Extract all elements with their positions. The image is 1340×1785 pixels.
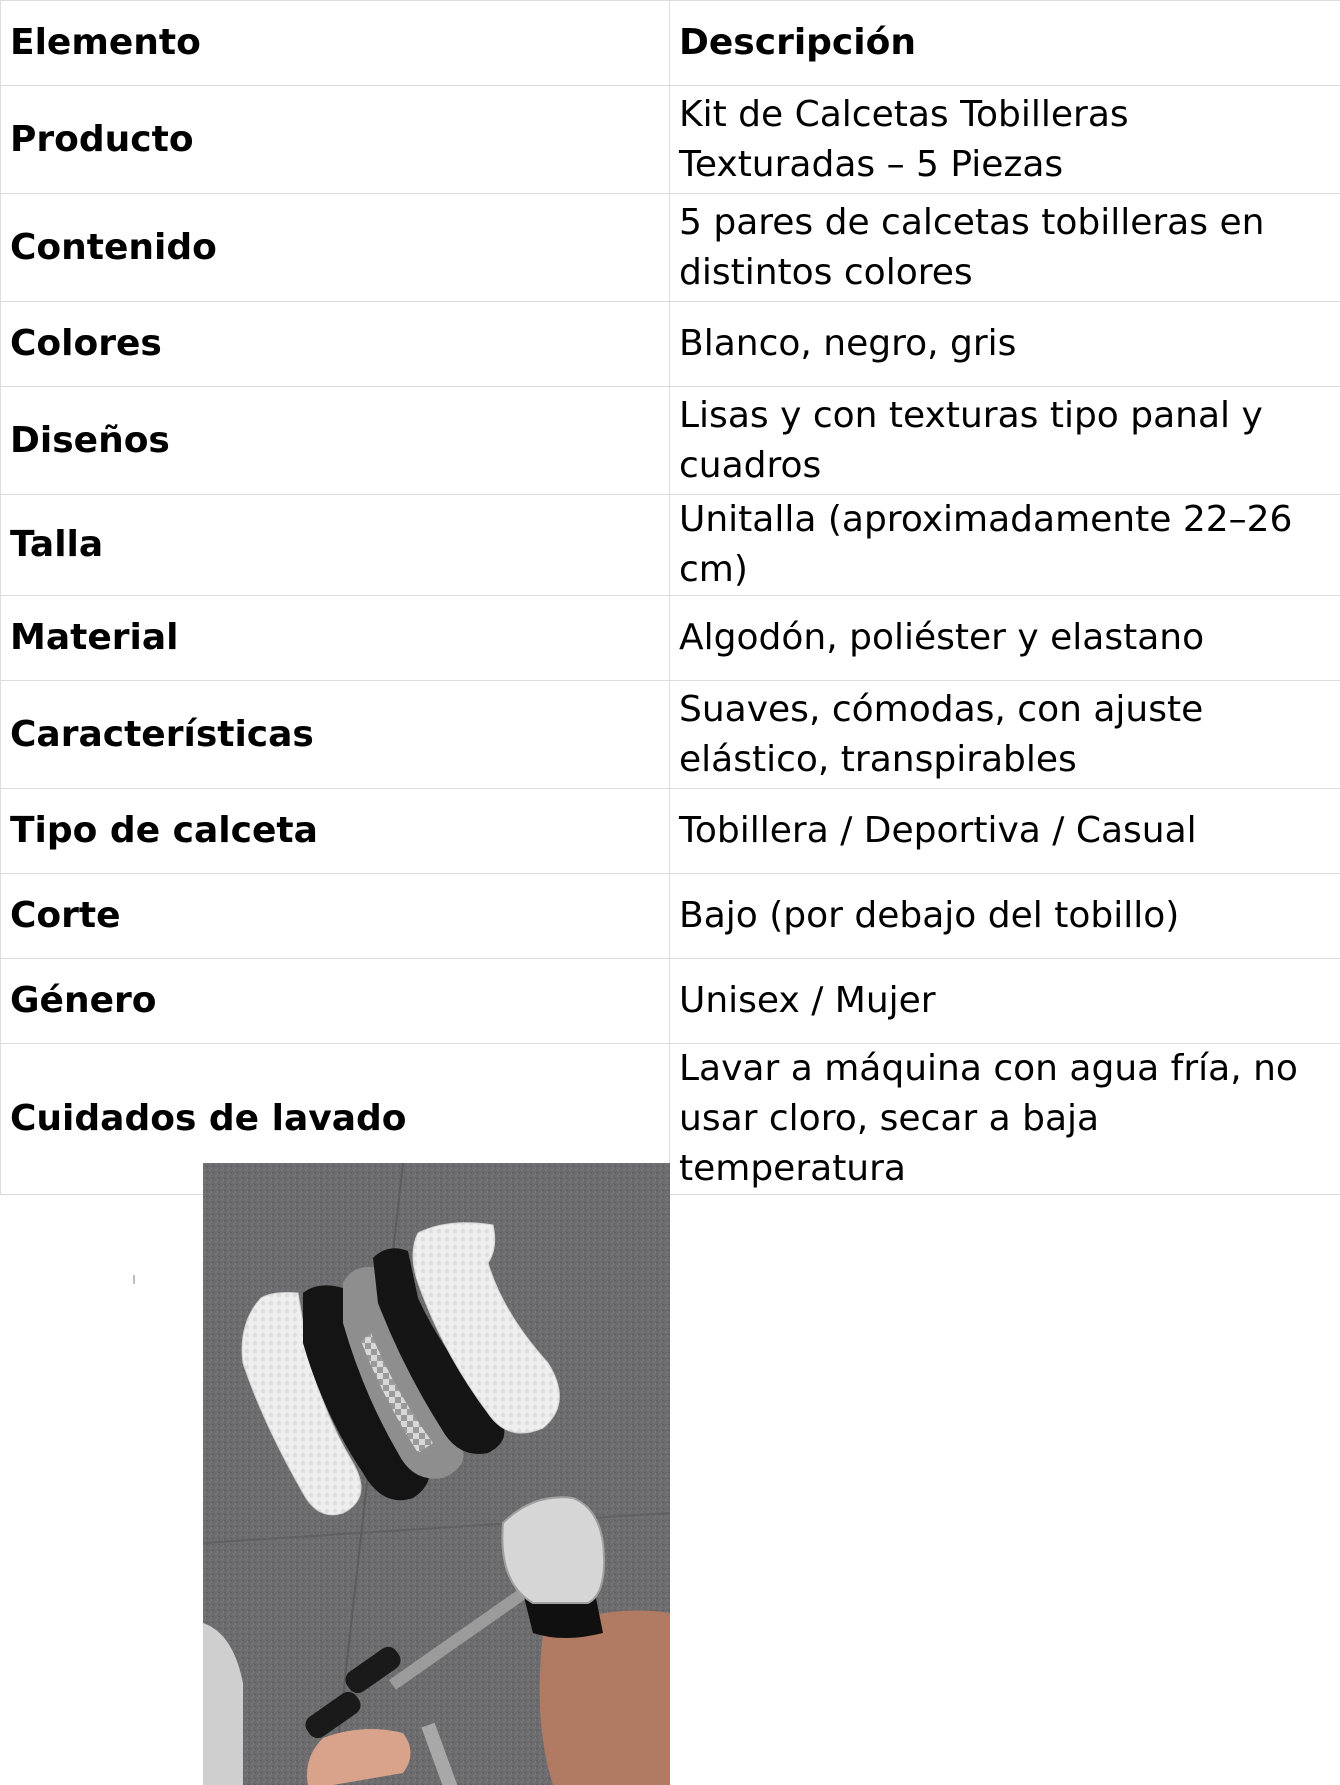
row-label: Corte bbox=[1, 874, 670, 959]
sneaker bbox=[502, 1497, 604, 1603]
row-value: Suaves, cómodas, con ajuste elástico, transpirables bbox=[670, 681, 1340, 789]
row-label: Material bbox=[1, 596, 670, 681]
row-label: Tipo de calceta bbox=[1, 789, 670, 874]
table-row bbox=[1, 387, 1340, 495]
socks-illustration bbox=[203, 1163, 670, 1785]
stray-mark bbox=[133, 1275, 135, 1284]
row-value: Bajo (por debajo del tobillo) bbox=[670, 874, 1340, 959]
row-label: Género bbox=[1, 959, 670, 1044]
row-value: Algodón, poliéster y elastano bbox=[670, 596, 1340, 681]
row-label: Características bbox=[1, 681, 670, 789]
row-value: Lisas y con texturas tipo panal y cuadros bbox=[670, 387, 1340, 495]
row-value: Tobillera / Deportiva / Casual bbox=[670, 789, 1340, 874]
row-label: Diseños bbox=[1, 387, 670, 495]
table-row bbox=[1, 789, 1340, 874]
table-row bbox=[1, 959, 1340, 1044]
row-value: Unitalla (aproximadamente 22–26 cm) bbox=[670, 495, 1340, 596]
row-label: Talla bbox=[1, 495, 670, 596]
row-label: Producto bbox=[1, 86, 670, 194]
table-row bbox=[1, 194, 1340, 302]
table-row bbox=[1, 86, 1340, 194]
row-value: Unisex / Mujer bbox=[670, 959, 1340, 1044]
header-cell-elemento: Elemento bbox=[1, 1, 670, 86]
table-row bbox=[1, 495, 1340, 596]
row-value: 5 pares de calcetas tobilleras en distintos colores bbox=[670, 194, 1340, 302]
row-label: Colores bbox=[1, 302, 670, 387]
table-row bbox=[1, 874, 1340, 959]
row-value: Lavar a máquina con agua fría, no usar cloro, secar a baja temperatura bbox=[670, 1044, 1340, 1195]
row-label: Cuidados de lavado bbox=[1, 1044, 670, 1195]
header-cell-descripcion: Descripción bbox=[670, 1, 1340, 86]
table-header-row bbox=[1, 1, 1340, 86]
table-row bbox=[1, 681, 1340, 789]
table-row bbox=[1, 302, 1340, 387]
row-value: Kit de Calcetas Tobilleras Texturadas – 5 Piezas bbox=[670, 86, 1340, 194]
table-row bbox=[1, 596, 1340, 681]
row-value: Blanco, negro, gris bbox=[670, 302, 1340, 387]
product-photo bbox=[203, 1163, 670, 1785]
row-label: Contenido bbox=[1, 194, 670, 302]
table-row bbox=[1, 1044, 1340, 1195]
